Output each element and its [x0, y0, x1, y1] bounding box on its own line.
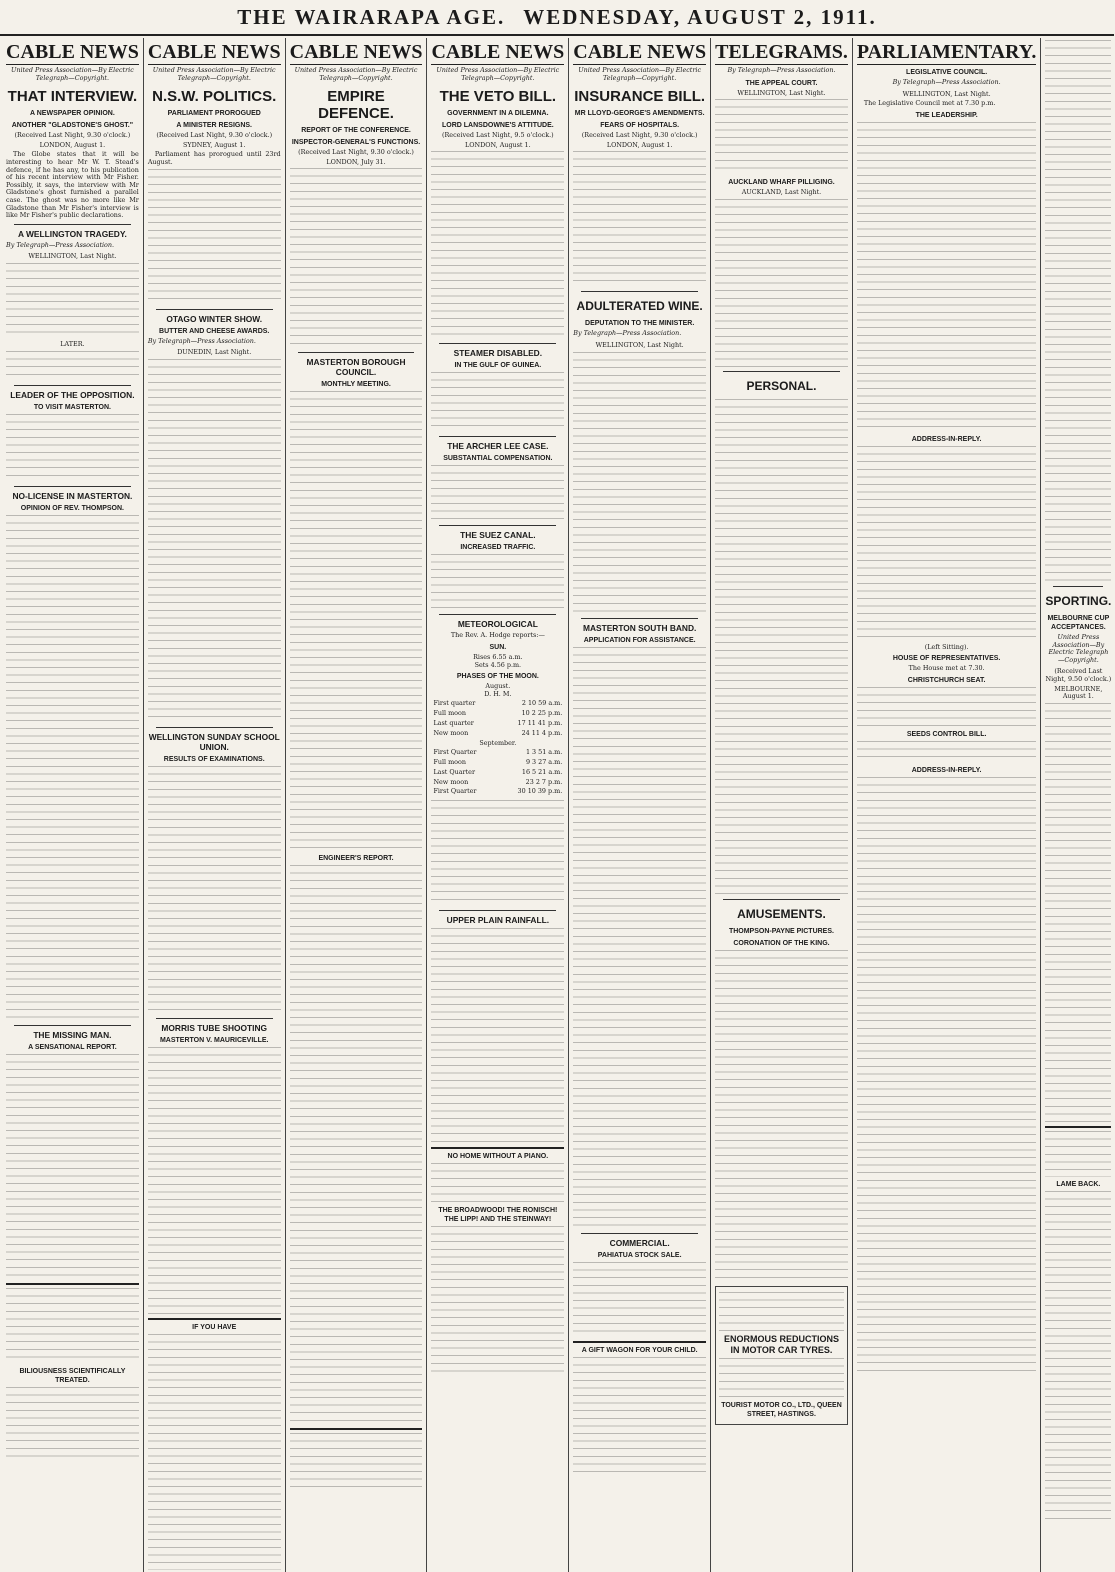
subhead-engineers-report: ENGINEER'S REPORT.: [318, 855, 394, 863]
subhead-gladstone-ghost: ANOTHER "GLADSTONE'S GHOST.": [11, 122, 134, 130]
subhead-gulf-guinea: IN THE GULF OF GUINEA.: [454, 362, 542, 370]
headline-amusements: AMUSEMENTS.: [737, 906, 826, 921]
later-label: LATER.: [60, 339, 85, 348]
advertisement-title: ENORMOUS REDUCTIONS IN MOTOR CAR TYRES.: [723, 1333, 839, 1355]
headline-that-interview: THAT INTERVIEW.: [7, 88, 138, 106]
subhead-seeds-control: SEEDS CONTROL BILL.: [906, 730, 987, 738]
credit-line: United Press Association—By Electric Telegraph—Copyright.: [436, 66, 560, 82]
subhead-rev-thompson: OPINION OF REV. THOMPSON.: [20, 504, 124, 512]
credit-line: By Telegraph—Press Association.: [727, 66, 836, 74]
phase-label: Full moon: [433, 757, 466, 766]
subhead-address-in-reply-2: ADDRESS-IN-REPLY.: [911, 766, 982, 774]
subhead-increased-traffic: INCREASED TRAFFIC.: [460, 544, 536, 552]
divider: [156, 309, 273, 310]
headline-upper-plain-rainfall: UPPER PLAIN RAINFALL.: [446, 915, 550, 926]
divider: [723, 899, 840, 900]
article-body: [431, 151, 564, 339]
received-line: (Received Last Night, 9.30 o'clock.): [156, 131, 273, 140]
divider: [581, 618, 698, 619]
divider: [431, 1147, 564, 1149]
article-body: [148, 1047, 281, 1315]
dateline: LONDON, July 31.: [326, 157, 386, 166]
phase-time: 23 2 7 p.m.: [525, 777, 563, 786]
article-body: [148, 359, 281, 723]
table-row: [433, 720, 562, 728]
headline-suez-canal: THE SUEZ CANAL.: [460, 530, 536, 541]
headline-sporting: SPORTING.: [1045, 594, 1112, 608]
subhead-fears-hospitals: FEARS OF HOSPITALS.: [600, 122, 680, 130]
column-heading: CABLE NEWS: [431, 41, 565, 63]
advertisement-body: [431, 1163, 564, 1203]
headline-insurance-bill: INSURANCE BILL.: [574, 88, 706, 106]
table-row: [433, 769, 562, 777]
dateline: LONDON, August 1.: [465, 140, 531, 149]
column-2: [144, 38, 286, 1572]
subhead-visit-masterton: TO VISIT MASTERTON.: [33, 403, 111, 411]
headline-archer-lee: THE ARCHER LEE CASE.: [447, 441, 549, 452]
subhead-christchurch-seat: CHRISTCHURCH SEAT.: [907, 676, 986, 684]
divider: [439, 436, 556, 437]
dateline: LONDON, August 1.: [606, 140, 673, 149]
subhead-butter-cheese: BUTTER AND CHEESE AWARDS.: [159, 327, 270, 335]
advertisement-body: [573, 1357, 706, 1477]
subhead-deputation: DEPUTATION TO THE MINISTER.: [585, 320, 695, 328]
divider: [156, 1018, 273, 1019]
article-body: [6, 1054, 139, 1280]
article-text: The Globe states that it will be interesting to hear Mr W. T. Stead's defence, if he has any, to his publication of his recent interview with Mr Fisher. Possibly, it says, the interview with Mr Gladstone's ghost furnished a parallel case. The ghost was no more like Mr Gladstone than Mr Fisher's interview is like Mr Fisher's public declarations.: [6, 150, 139, 220]
column-8: [1041, 38, 1115, 1572]
article-body: [6, 515, 139, 1021]
phase-time: 9 3 27 a.m.: [525, 757, 563, 766]
dateline: MELBOURNE, August 1.: [1054, 684, 1103, 701]
dateline: WELLINGTON, Last Night.: [595, 340, 684, 349]
subhead-amendments: MR LLOYD-GEORGE'S AMENDMENTS.: [574, 110, 705, 118]
headline-morris-tube: MORRIS TUBE SHOOTING: [161, 1022, 268, 1033]
house-met: The House met at 7.30.: [908, 664, 985, 673]
article-body: [290, 865, 423, 1425]
received-line: (Received Last Night, 9.30 o'clock.): [581, 131, 698, 140]
advertisement-body: [431, 1226, 564, 1376]
received-line: (Received Last Night, 9.5 o'clock.): [442, 131, 554, 140]
column-5: [569, 38, 711, 1572]
column-1: [2, 38, 144, 1572]
subhead-thompson-payne: THOMPSON-PAYNE PICTURES.: [728, 927, 834, 935]
credit-line: By Telegraph—Press Association.: [892, 78, 1001, 86]
article-body: [431, 465, 564, 521]
month-september: September.: [479, 738, 517, 747]
advertisement-body: [719, 1358, 844, 1398]
article-body: [857, 122, 1037, 432]
article-body: [857, 687, 1037, 727]
column-heading: CABLE NEWS: [573, 41, 707, 63]
article-body: [857, 446, 1037, 642]
article-body: [573, 151, 706, 287]
subhead-auckland-wharf: AUCKLAND WHARF PILLIGING.: [728, 179, 835, 187]
subhead-leadership: THE LEADERSHIP.: [915, 111, 978, 119]
column-3: [286, 38, 428, 1572]
article-body: [431, 800, 564, 906]
advertisement-title: BILIOUSNESS SCIENTIFICALLY TREATED.: [19, 1367, 126, 1384]
headline-veto-bill: THE VETO BILL.: [439, 88, 557, 106]
received-line: (Received Last Night, 9.50 o'clock.): [1045, 667, 1112, 683]
phase-time: 30 10 39 p.m.: [517, 787, 563, 796]
divider: [14, 385, 131, 386]
divider: [439, 525, 556, 526]
month-august: August.: [485, 682, 511, 691]
table-row: [433, 759, 562, 767]
credit-line: United Press Association—By Electric Telegraph—Copyright.: [294, 66, 418, 82]
headline-meteorological: METEOROLOGICAL: [457, 619, 538, 630]
advertisement-title: IF YOU HAVE: [192, 1323, 237, 1331]
advertisement-motor-tyres: [715, 1286, 848, 1425]
divider: [298, 352, 415, 353]
subhead-lansdowne-attitude: LORD LANSDOWNE'S ATTITUDE.: [441, 122, 554, 130]
headline-personal: PERSONAL.: [746, 378, 817, 393]
advertisement-body: [1045, 1191, 1111, 1521]
newspaper-page: [0, 36, 1114, 1544]
table-row: [433, 710, 562, 718]
credit-line: By Telegraph—Press Association.: [573, 329, 682, 338]
phase-label: First quarter: [433, 699, 476, 708]
headline-empire-defence: EMPIRE DEFENCE.: [318, 88, 394, 123]
credit-line: United Press Association—By Electric Telegraph—Copyright.: [10, 66, 134, 82]
advertisement-title: NO HOME WITHOUT A PIANO.: [447, 1153, 549, 1161]
phases-table-september: [431, 747, 564, 798]
left-sitting: (Left Sitting).: [924, 642, 969, 651]
article-body: [431, 372, 564, 432]
column-heading: CABLE NEWS: [6, 41, 139, 63]
table-row: [433, 749, 562, 757]
headline-adulterated-wine: ADULTERATED WINE.: [576, 299, 703, 314]
phase-label: Last quarter: [433, 718, 474, 727]
divider: [439, 910, 556, 911]
article-body: [290, 168, 423, 348]
dateline: LONDON, August 1.: [39, 140, 106, 149]
phase-time: 2 10 59 a.m.: [521, 699, 563, 708]
subhead-government-dilemna: GOVERNMENT IN A DILEMNA.: [447, 110, 549, 118]
divider: [14, 1025, 131, 1026]
headline-leader-opposition: LEADER OF THE OPPOSITION.: [10, 389, 135, 400]
column-6: [711, 38, 853, 1572]
article-body: [290, 391, 423, 851]
advertisement-title: LAME BACK.: [1056, 1180, 1101, 1188]
dateline: SYDNEY, August 1.: [183, 140, 246, 149]
divider: [14, 486, 131, 487]
phase-label: First Quarter: [433, 748, 477, 757]
subhead-conference-report: REPORT OF THE CONFERENCE.: [301, 127, 411, 135]
subhead-newspaper-opinion: A NEWSPAPER OPINION.: [30, 110, 115, 118]
issue-date: WEDNESDAY, AUGUST 2, 1911.: [523, 4, 877, 29]
subhead-compensation: SUBSTANTIAL COMPENSATION.: [443, 455, 553, 463]
headline-steamer-disabled: STEAMER DISABLED.: [453, 348, 543, 359]
subhead-examinations: RESULTS OF EXAMINATIONS.: [163, 755, 265, 763]
subhead-minister-resigns: A MINISTER RESIGNS.: [176, 122, 253, 130]
subhead-inspector-general: INSPECTOR-GENERAL'S FUNCTIONS.: [291, 139, 421, 147]
dateline: WELLINGTON, Last Night.: [28, 252, 117, 261]
column-heading: TELEGRAMS.: [715, 41, 848, 63]
phase-columns: D. H. M.: [484, 689, 512, 698]
phases-table-august: [431, 698, 564, 739]
divider: [6, 1283, 139, 1285]
divider: [290, 1428, 423, 1430]
credit-line: By Telegraph—Press Association.: [6, 240, 115, 249]
credit-line: United Press Association—By Electric Telegraph—Copyright.: [152, 66, 276, 82]
subhead-appeal-court: THE APPEAL COURT.: [745, 79, 818, 87]
article-body: [6, 351, 139, 381]
dateline: WELLINGTON, Last Night.: [737, 88, 826, 97]
phase-label: New moon: [433, 777, 469, 786]
advertisement-body: [6, 1288, 139, 1364]
headline-missing-man: THE MISSING MAN.: [33, 1029, 112, 1040]
column-4: [427, 38, 569, 1572]
article-body: [148, 169, 281, 305]
divider: [14, 224, 131, 225]
subhead-melbourne-cup: MELBOURNE CUP ACCEPTANCES.: [1047, 615, 1110, 631]
divider: [581, 1233, 698, 1234]
column-heading: PARLIAMENTARY.: [856, 41, 1037, 63]
received-line: (Received Last Night, 9.30 o'clock.): [14, 131, 131, 140]
meteor-byline: The Rev. A. Hodge reports:—: [450, 631, 545, 640]
subhead-parliament-prorogued: PARLIAMENT PROROGUED: [167, 110, 261, 118]
headline-nsw-politics: N.S.W. POLITICS.: [152, 88, 277, 106]
headline-otago-winter-show: OTAGO WINTER SHOW.: [166, 313, 263, 324]
divider: [1045, 1126, 1111, 1128]
phase-label: First Quarter: [433, 787, 477, 796]
article-body: [573, 352, 706, 614]
subhead-moon-phases: PHASES OF THE MOON.: [456, 673, 539, 681]
phase-time: 24 11 4 p.m.: [521, 728, 563, 737]
divider: [1053, 586, 1103, 587]
article-body: [857, 741, 1037, 763]
subhead-address-in-reply: ADDRESS-IN-REPLY.: [911, 435, 982, 443]
headline-wellington-tragedy: A WELLINGTON TRAGEDY.: [17, 228, 127, 239]
advertisement-body: [6, 1387, 139, 1463]
article-body: [1045, 703, 1111, 1123]
subhead-monthly-meeting: MONTHLY MEETING.: [321, 381, 391, 389]
article-body: [573, 647, 706, 1229]
dateline: WELLINGTON, Last Night.: [902, 89, 991, 98]
column-heading: CABLE NEWS: [147, 41, 281, 63]
sunrise-time: Rises 6.55 a.m.: [473, 652, 523, 661]
article-body: [715, 199, 848, 367]
subhead-legislative-council: LEGISLATIVE COUNCIL.: [906, 69, 988, 76]
advertisement-title: A GIFT WAGON FOR YOUR CHILD.: [581, 1346, 698, 1354]
article-body: [6, 414, 139, 482]
headline-no-license: NO-LICENSE IN MASTERTON.: [12, 490, 133, 501]
column-7: [853, 38, 1042, 1572]
divider: [148, 1318, 281, 1320]
sunset-time: Sets 4.56 p.m.: [474, 660, 522, 669]
advertisement-piano-brands: THE BROADWOOD! THE RONISCH! THE LIPP! AND THE STEINWAY!: [438, 1207, 558, 1224]
article-body: [715, 399, 848, 895]
column-heading: CABLE NEWS: [289, 41, 423, 63]
article-body: [715, 99, 848, 175]
divider: [156, 727, 273, 728]
divider: [573, 1341, 706, 1343]
dateline: AUCKLAND, Last Night.: [741, 188, 822, 197]
article-body: [857, 777, 1037, 1377]
article-body: [148, 766, 281, 1014]
article-body: [431, 554, 564, 610]
headline-masterton-south-band: MASTERTON SOUTH BAND.: [582, 622, 697, 633]
divider: [439, 343, 556, 344]
subhead-house-representatives: HOUSE OF REPRESENTATIVES.: [892, 655, 1001, 663]
advertiser-name: TOURIST MOTOR CO., LTD., QUEEN STREET, HASTINGS.: [721, 1401, 842, 1418]
article-body: [1045, 40, 1111, 582]
credit-line: By Telegraph—Press Association.: [147, 336, 256, 345]
article-body: [6, 263, 139, 339]
sun-label: SUN.: [489, 643, 507, 651]
phase-label: Last Quarter: [433, 767, 475, 776]
subhead-pahiatua-stock-sale: PAHIATUA STOCK SALE.: [597, 1251, 682, 1259]
article-body: [573, 1262, 706, 1338]
phase-time: 17 11 41 p.m.: [517, 718, 563, 727]
advertisement-body: [719, 1292, 844, 1332]
headline-borough-council: MASTERTON BOROUGH COUNCIL.: [306, 357, 406, 378]
table-row: [433, 788, 562, 796]
credit-line: United Press Association—By Electric Telegraph—Copyright.: [578, 66, 702, 82]
subhead-masterton-mauriceville: MASTERTON V. MAURICEVILLE.: [159, 1036, 269, 1044]
dateline: DUNEDIN, Last Night.: [177, 348, 252, 357]
phase-time: 10 2 25 p.m.: [521, 709, 563, 718]
table-row: [433, 700, 562, 708]
advertisement-body: [1045, 1131, 1111, 1177]
advertisement-body: [290, 1433, 423, 1493]
phase-label: New moon: [433, 728, 469, 737]
article-text: The Legislative Council met at 7.30 p.m.: [863, 99, 996, 108]
article-body: [431, 928, 564, 1144]
masthead: [0, 0, 1114, 36]
table-row: [433, 779, 562, 787]
phase-time: 16 5 21 a.m.: [521, 767, 563, 776]
article-body: [715, 950, 848, 1282]
phase-label: Full moon: [433, 709, 466, 718]
divider: [439, 614, 556, 615]
subhead-application-assistance: APPLICATION FOR ASSISTANCE.: [583, 636, 696, 644]
subhead-sensational-report: A SENSATIONAL REPORT.: [28, 1043, 117, 1051]
newspaper-title: THE WAIRARAPA AGE.: [237, 4, 506, 29]
table-row: [433, 730, 562, 738]
headline-commercial: COMMERCIAL.: [609, 1237, 670, 1248]
divider: [723, 371, 840, 372]
credit-line: United Press Association—By Electric Telegraph—Copyright.: [1048, 633, 1109, 664]
received-line: (Received Last Night, 9.30 o'clock.): [298, 148, 414, 157]
phase-time: 1 3 51 a.m.: [525, 748, 563, 757]
advertisement-body: [148, 1334, 281, 1570]
subhead-coronation: CORONATION OF THE KING.: [733, 939, 830, 947]
divider: [581, 291, 698, 292]
article-text: Parliament has prorogued until 23rd August.: [147, 150, 281, 166]
headline-sunday-school: WELLINGTON SUNDAY SCHOOL UNION.: [148, 731, 280, 752]
